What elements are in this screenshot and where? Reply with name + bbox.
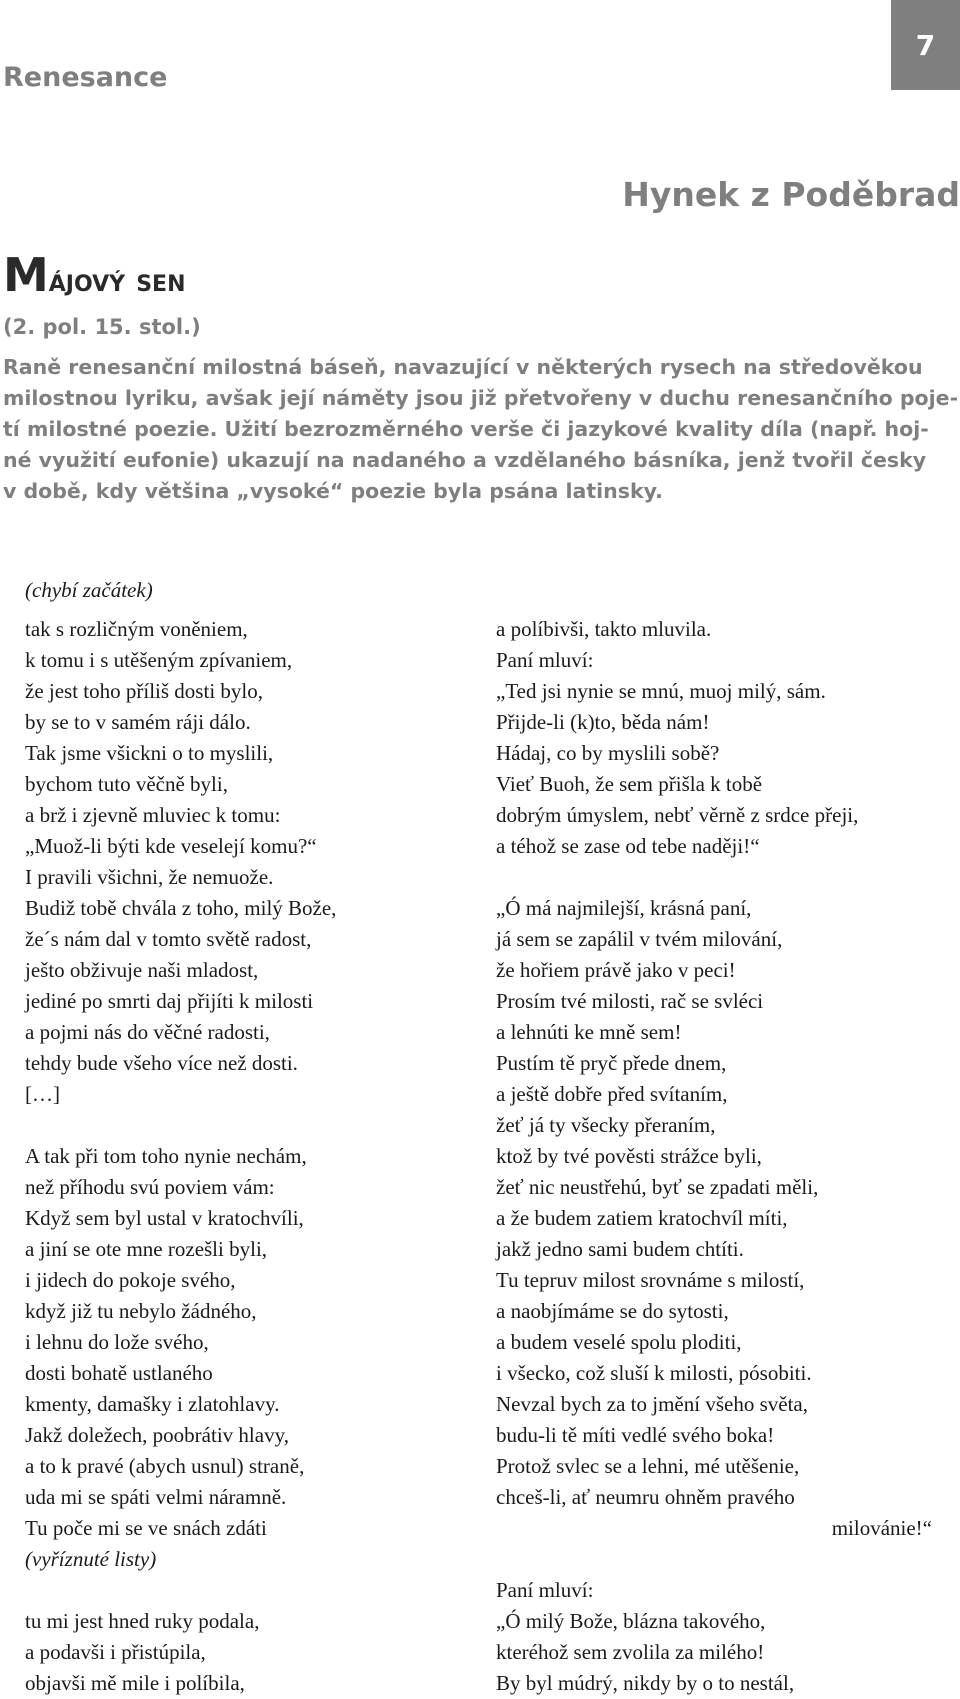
verse-line: Pustím tě pryč přede dnem, (496, 1051, 727, 1075)
verse-line: Přijde-li (k)to, běda nám! (496, 710, 710, 734)
stanza-gap (496, 1544, 936, 1575)
verse-line: dobrým úmyslem, nebť věrně z srdce přeji, (496, 803, 859, 827)
poem-column-left (25, 614, 336, 1699)
verse-line: a podavši i přistúpila, (25, 1640, 206, 1664)
verse-line: budu-li tě míti vedlé svého boka! (496, 1423, 775, 1447)
intro-line: milostnou lyriku, avšak její náměty jsou již přetvořeny v duchu renesančního poje- (3, 386, 959, 410)
verse-line: Paní mluví: (496, 1578, 594, 1602)
verse-line: že hořiem právě jako v peci! (496, 958, 736, 982)
verse-line: Budiž tobě chvála z toho, milý Bože, (25, 896, 337, 920)
verse-line: Když sem byl ustal v kratochvíli, (25, 1206, 304, 1230)
verse-line: tak s rozličným voněniem, (25, 617, 248, 641)
stanza (25, 1606, 336, 1699)
verse-line: i jidech do pokoje svého, (25, 1268, 236, 1292)
stanza (25, 1141, 336, 1544)
verse-line: Protož svlec se a lehni, mé utěšenie, (496, 1454, 800, 1478)
work-title-rest: ájový sen (48, 261, 186, 299)
verse-line: a jiní se ote mne rozešli byli, (25, 1237, 268, 1261)
page-number-tab (891, 0, 960, 90)
verse-line: když již tu nebylo žádného, (25, 1299, 257, 1323)
stanza (496, 893, 936, 1513)
verse-line: „Ó milý Bože, blázna takového, (496, 1609, 766, 1633)
poem-column-right (496, 614, 936, 1699)
verse-line: a lehnúti ke mně sem! (496, 1020, 682, 1044)
section-title: Renesance (3, 62, 168, 93)
verse-line: a ještě dobře před svítaním, (496, 1082, 728, 1106)
verse-line: by se to v samém ráji dálo. (25, 710, 251, 734)
work-title-initial: M (3, 248, 49, 302)
verse-line: žeť nic neustřehú, byť se zpadati měli, (496, 1175, 819, 1199)
verse-line: […] (25, 1082, 60, 1106)
verse-line: „Muož-li býti kde veselejí komu?“ (25, 834, 317, 858)
work-introduction (3, 352, 958, 507)
verse-line: bychom tuto věčně byli, (25, 772, 228, 796)
verse-line: Hádaj, co by myslili sobě? (496, 741, 720, 765)
stanza (496, 1575, 936, 1699)
verse-line: jakž jedno sami budem chtíti. (496, 1237, 744, 1261)
verse-line: Prosím tvé milosti, rač se svléci (496, 989, 764, 1013)
verse-line: a téhož se zase od tebe naději!“ (496, 834, 760, 858)
verse-line: dosti bohatě ustlaného (25, 1361, 213, 1385)
verse-line: kteréhož sem zvolila za milého! (496, 1640, 765, 1664)
verse-line: tu mi jest hned ruky podala, (25, 1609, 260, 1633)
verse-line: objavši mě mile i políbila, (25, 1671, 245, 1695)
intro-line: v době, kdy většina „vysoké“ poezie byla psána latinsky. (3, 479, 663, 503)
verse-line: že jest toho příliš dosti bylo, (25, 679, 263, 703)
cut-pages-note: (vyříznuté listy) (25, 1547, 157, 1571)
verse-line: chceš-li, ať neumru ohněm pravého (496, 1485, 795, 1509)
verse-line: Tu poče mi se ve snách zdáti (25, 1516, 267, 1540)
verse-line: By byl múdrý, nikdy by o to nestál, (496, 1671, 795, 1695)
verse-line: a to k pravé (abych usnul) straně, (25, 1454, 305, 1478)
verse-line: kmenty, damašky i zlatohlavy. (25, 1392, 280, 1416)
verse-line: Jakž doležech, poobrátiv hlavy, (25, 1423, 289, 1447)
verse-line: a brž i zjevně mluviec k tomu: (25, 803, 281, 827)
page-number: 7 (915, 28, 936, 62)
verse-line: ktož by tvé pověsti strážce byli, (496, 1144, 762, 1168)
verse-line: Vieť Buoh, že sem přišla k tobě (496, 772, 763, 796)
verse-line-continuation: milovánie!“ (831, 1516, 932, 1540)
verse-line: i lehnu do lože svého, (25, 1330, 209, 1354)
missing-start-note: (chybí začátek) (25, 578, 153, 602)
verse-line: Tu tepruv milost srovnáme s milostí, (496, 1268, 805, 1292)
author-name: Hynek z Poděbrad (622, 175, 960, 214)
stanza-gap (25, 1575, 336, 1606)
verse-line: a pojmi nás do věčné radosti, (25, 1020, 270, 1044)
verse-line: a že budem zatiem kratochvíl míti, (496, 1206, 788, 1230)
verse-line: Nevzal bych za to jmění všeho světa, (496, 1392, 808, 1416)
verse-line: jediné po smrti daj přijíti k milosti (25, 989, 314, 1013)
verse-line: Paní mluví: (496, 648, 594, 672)
verse-line: a budem veselé spolu ploditi, (496, 1330, 742, 1354)
work-dating: (2. pol. 15. stol.) (3, 315, 201, 339)
verse-line: já sem se zapálil v tvém milování, (496, 927, 783, 951)
verse-line: A tak při tom toho nynie nechám, (25, 1144, 307, 1168)
stanza-gap (25, 1110, 336, 1141)
verse-line: „Ó má najmilejší, krásná paní, (496, 896, 752, 920)
verse-line: než příhodu svú poviem vám: (25, 1175, 275, 1199)
verse-line: I pravili všichni, že nemuože. (25, 865, 274, 889)
stanza (496, 614, 936, 862)
verse-line: i všecko, což sluší k milosti, pósobiti. (496, 1361, 812, 1385)
intro-line: Raně renesanční milostná báseň, navazující v některých rysech na středověkou (3, 355, 923, 379)
verse-line: žeť já ty všecky přeraním, (496, 1113, 716, 1137)
verse-line: a políbivši, takto mluvila. (496, 617, 712, 641)
verse-line: ješto obživuje naši mladost, (25, 958, 259, 982)
verse-line: „Ted jsi nynie se mnú, muoj milý, sám. (496, 679, 826, 703)
intro-line: tí milostné poezie. Užití bezrozměrného verše či jazykové kvality díla (např. hoj- (3, 417, 929, 441)
verse-line: k tomu i s utěšeným zpívaniem, (25, 648, 293, 672)
verse-line: uda mi se spáti velmi náramně. (25, 1485, 287, 1509)
stanza (25, 614, 336, 1110)
verse-line: a naobjímáme se do sytosti, (496, 1299, 729, 1323)
work-title (3, 248, 186, 302)
verse-line: že´s nám dal v tomto světě radost, (25, 927, 312, 951)
intro-line: né využití eufonie) ukazují na nadaného a vzdělaného básníka, jenž tvořil česky (3, 448, 927, 472)
stanza-gap (496, 862, 936, 893)
verse-line: Tak jsme všickni o to myslili, (25, 741, 274, 765)
verse-line: tehdy bude všeho více než dosti. (25, 1051, 298, 1075)
